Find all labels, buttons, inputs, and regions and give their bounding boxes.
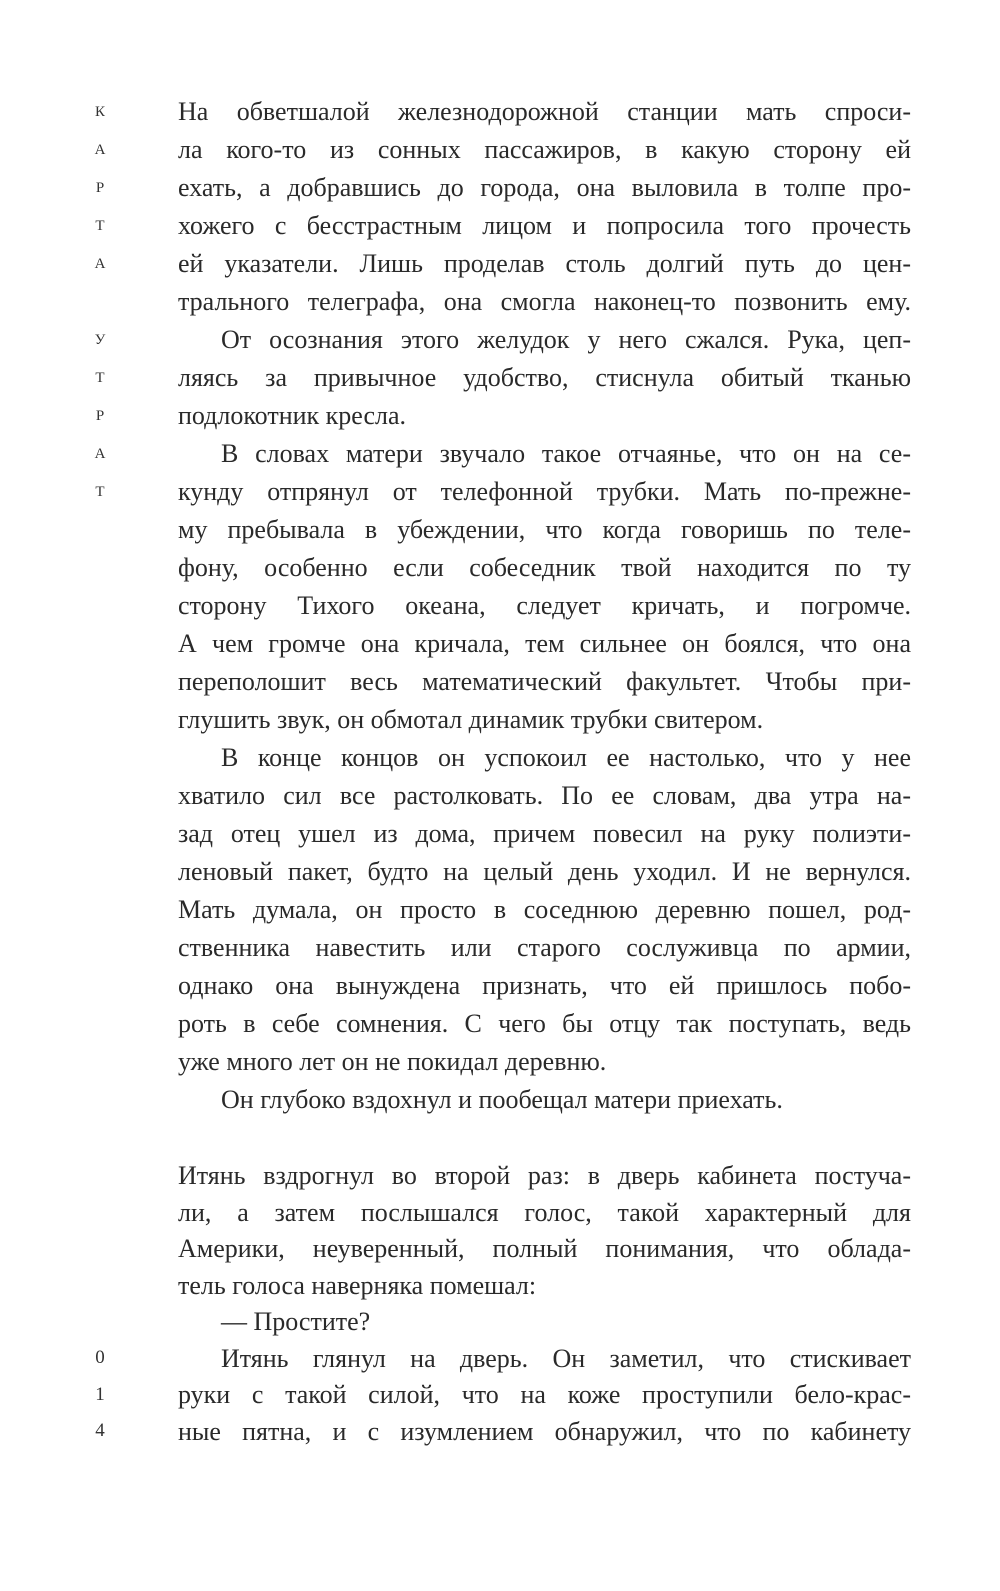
text-line: Америки, неуверенный, полный понимания, что облада- xyxy=(178,1234,911,1263)
running-head-letter xyxy=(88,283,112,321)
text-section-2 xyxy=(178,1158,911,1450)
running-head-letter: Т xyxy=(95,484,105,500)
text-line: сторону Тихого океана, следует кричать, и погромче. xyxy=(178,591,911,620)
running-head-letter: К xyxy=(94,104,105,120)
text-line: зад отец ушел из дома, причем повесил на руку полиэти- xyxy=(178,819,911,848)
text-line: трального телеграфа, она смогла наконец-то позвонить ему. xyxy=(178,287,911,316)
running-head xyxy=(88,93,112,511)
text-line: В конце концов он успокоил ее настолько, что у нее xyxy=(221,743,911,772)
text-line: ляясь за привычное удобство, стиснула обитый тканью xyxy=(178,363,911,392)
text-line: однако она вынуждена признать, что ей пришлось побо- xyxy=(178,971,911,1000)
text-line: Итянь глянул на дверь. Он заметил, что стискивает xyxy=(221,1343,911,1373)
text-line: уже много лет он не покидал деревню. xyxy=(178,1047,607,1076)
text-line: хожего с бесстрастным лицом и попросила того прочесть xyxy=(178,211,911,240)
text-line: леновый пакет, будто на целый день уходил. И не вернулся. xyxy=(178,857,911,886)
text-line: тель голоса наверняка помешал: xyxy=(178,1270,537,1300)
page-number-digit: 1 xyxy=(95,1383,105,1405)
text-line: ственника навестить или старого сослуживца по армии, xyxy=(178,933,911,962)
text-line: А чем громче она кричала, тем сильнее он боялся, что она xyxy=(178,629,911,658)
running-head-letter: Т xyxy=(95,218,105,234)
running-head-letter: А xyxy=(94,256,106,272)
text-line: Он глубоко вздохнул и пообещал матери приехать. xyxy=(221,1085,783,1114)
running-head-letter: Р xyxy=(95,180,105,196)
text-line: На обветшалой железнодорожной станции мать спроси- xyxy=(178,97,911,126)
text-line: ехать, а добравшись до города, она выловила в толпе про- xyxy=(178,173,911,202)
page-number-digit: 4 xyxy=(95,1420,105,1441)
page-number-digit: 0 xyxy=(95,1347,105,1368)
text-line: фону, особенно если собеседник твой находится по ту xyxy=(178,553,911,582)
text-line: кунду отпрянул от телефонной трубки. Мать по-прежне- xyxy=(178,477,911,506)
text-line: руки с такой силой, что на коже проступили бело-крас- xyxy=(178,1380,911,1409)
text-line: переполошит весь математический факультет. Чтобы при- xyxy=(178,667,911,696)
text-line: му пребывала в убеждении, что когда говоришь по теле- xyxy=(178,515,911,544)
text-line: В словах матери звучало такое отчаянье, что он на се- xyxy=(221,439,911,468)
text-line: ные пятна, и с изумлением обнаружил, что по кабинету xyxy=(178,1416,911,1446)
text-line: От осознания этого желудок у него сжался. Рука, цеп- xyxy=(221,325,911,354)
text-line: — Простите? xyxy=(221,1307,371,1336)
page-number xyxy=(88,1340,112,1450)
text-line: ла кого-то из сонных пассажиров, в какую сторону ей xyxy=(178,135,911,164)
text-line: ли, а затем послышался голос, такой характерный для xyxy=(178,1197,911,1227)
text-line: Итянь вздрогнул во второй раз: в дверь кабинета постуча- xyxy=(178,1161,911,1190)
text-section-1 xyxy=(178,93,911,1119)
running-head-letter: Т xyxy=(95,370,105,386)
text-line: Мать думала, он просто в соседнюю деревню пошел, род- xyxy=(178,895,911,924)
text-line: подлокотник кресла. xyxy=(178,401,407,430)
running-head-letter: У xyxy=(94,332,106,348)
running-head-letter: А xyxy=(94,142,106,158)
running-head-letter: Р xyxy=(95,408,105,424)
text-line: роть в себе сомнения. С чего бы отцу так поступать, ведь xyxy=(178,1009,911,1038)
text-line: хватило сил все растолковать. По ее словам, два утра на- xyxy=(178,781,911,810)
running-head-letter: А xyxy=(94,446,106,462)
text-line: глушить звук, он обмотал динамик трубки свитером. xyxy=(178,705,764,734)
text-line: ей указатели. Лишь проделав столь долгий путь до цен- xyxy=(178,249,911,278)
